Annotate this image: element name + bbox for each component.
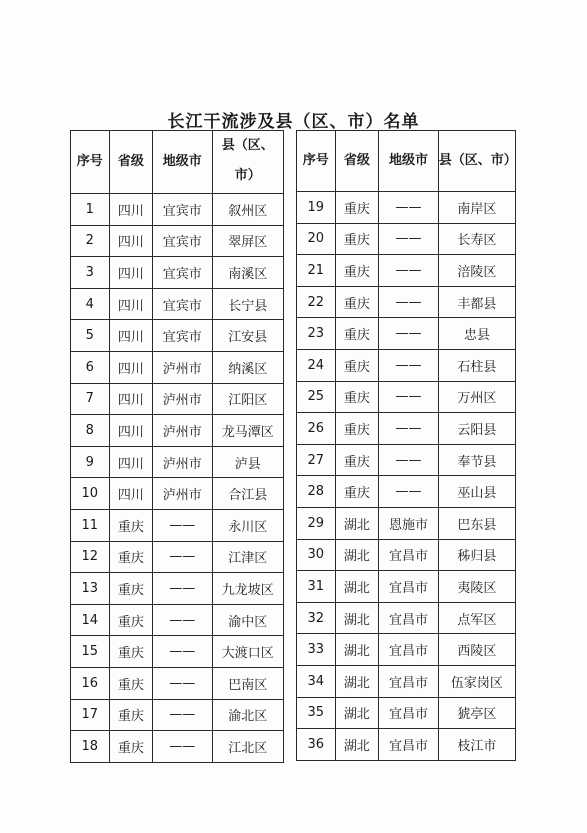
cell-city: 宜宾市: [153, 225, 212, 257]
cell-serial-number: 31: [297, 571, 336, 603]
header-province: 省级: [109, 131, 153, 194]
cell-serial-number: 26: [297, 413, 336, 445]
cell-city: ——: [379, 192, 439, 224]
cell-province: 四川: [109, 446, 153, 478]
cell-city: 泸州市: [153, 383, 212, 415]
cell-province: 四川: [109, 194, 153, 226]
cell-serial-number: 8: [71, 415, 110, 447]
table-row: [297, 507, 516, 539]
cell-county: 巴南区: [212, 667, 284, 699]
cell-province: 重庆: [109, 667, 153, 699]
cell-province: 湖北: [335, 571, 379, 603]
table-row: [297, 318, 516, 350]
cell-serial-number: 18: [71, 731, 110, 763]
cell-province: 重庆: [109, 509, 153, 541]
table-row: [71, 509, 284, 541]
table-row: [71, 383, 284, 415]
table-row: [71, 636, 284, 668]
cell-province: 重庆: [335, 255, 379, 287]
cell-serial-number: 2: [71, 225, 110, 257]
table-row: [71, 573, 284, 605]
cell-county: 纳溪区: [212, 351, 284, 383]
table-row: [71, 667, 284, 699]
cell-county: 南溪区: [212, 257, 284, 289]
cell-county: 江阳区: [212, 383, 284, 415]
cell-serial-number: 16: [71, 667, 110, 699]
header-city: 地级市: [379, 131, 439, 192]
cell-city: 泸州市: [153, 478, 212, 510]
table-row: [71, 415, 284, 447]
cell-county: 九龙坡区: [212, 573, 284, 605]
cell-province: 四川: [109, 415, 153, 447]
cell-city: 宜宾市: [153, 320, 212, 352]
table-row: [71, 257, 284, 289]
cell-serial-number: 12: [71, 541, 110, 573]
cell-province: 重庆: [109, 699, 153, 731]
cell-province: 四川: [109, 351, 153, 383]
cell-city: 泸州市: [153, 446, 212, 478]
header-serial-number: 序号: [71, 131, 110, 194]
cell-city: 宜昌市: [379, 602, 439, 634]
cell-county: 长宁县: [212, 288, 284, 320]
header-county: 县（区、市）: [438, 131, 515, 192]
table-row: [297, 349, 516, 381]
table-row: [297, 255, 516, 287]
cell-province: 重庆: [109, 731, 153, 763]
cell-county: 江津区: [212, 541, 284, 573]
cell-county: 江安县: [212, 320, 284, 352]
cell-serial-number: 34: [297, 665, 336, 697]
header-county: 县（区、市）: [212, 131, 284, 194]
cell-city: ——: [153, 699, 212, 731]
cell-serial-number: 29: [297, 507, 336, 539]
cell-serial-number: 3: [71, 257, 110, 289]
table-row: [71, 699, 284, 731]
table-row: [71, 194, 284, 226]
cell-province: 湖北: [335, 539, 379, 571]
cell-serial-number: 21: [297, 255, 336, 287]
cell-city: 宜昌市: [379, 539, 439, 571]
cell-serial-number: 13: [71, 573, 110, 605]
cell-serial-number: 22: [297, 286, 336, 318]
cell-serial-number: 14: [71, 604, 110, 636]
cell-county: 永川区: [212, 509, 284, 541]
cell-city: 泸州市: [153, 351, 212, 383]
header-city: 地级市: [153, 131, 212, 194]
cell-city: 宜宾市: [153, 194, 212, 226]
cell-province: 重庆: [109, 604, 153, 636]
table-row: [71, 446, 284, 478]
cell-serial-number: 7: [71, 383, 110, 415]
cell-serial-number: 33: [297, 634, 336, 666]
cell-county: 江北区: [212, 731, 284, 763]
cell-city: ——: [153, 636, 212, 668]
cell-province: 重庆: [109, 541, 153, 573]
cell-city: ——: [153, 541, 212, 573]
cell-city: 宜宾市: [153, 257, 212, 289]
cell-province: 重庆: [335, 444, 379, 476]
cell-county: 大渡口区: [212, 636, 284, 668]
cell-city: 恩施市: [379, 507, 439, 539]
cell-city: ——: [379, 413, 439, 445]
cell-serial-number: 11: [71, 509, 110, 541]
cell-serial-number: 1: [71, 194, 110, 226]
cell-city: ——: [379, 444, 439, 476]
cell-serial-number: 25: [297, 381, 336, 413]
cell-serial-number: 6: [71, 351, 110, 383]
cell-city: ——: [379, 476, 439, 508]
county-table-right: [296, 130, 516, 761]
cell-county: 万州区: [438, 381, 515, 413]
cell-city: ——: [153, 667, 212, 699]
table-row: [297, 223, 516, 255]
cell-city: 宜昌市: [379, 697, 439, 729]
cell-city: ——: [379, 255, 439, 287]
cell-serial-number: 36: [297, 729, 336, 761]
cell-province: 重庆: [335, 476, 379, 508]
cell-county: 猇亭区: [438, 697, 515, 729]
table-row: [71, 351, 284, 383]
table-body-left: [71, 194, 284, 763]
cell-city: ——: [379, 381, 439, 413]
table-row: [297, 381, 516, 413]
cell-county: 长寿区: [438, 223, 515, 255]
table-row: [71, 225, 284, 257]
cell-county: 巴东县: [438, 507, 515, 539]
table-row: [297, 539, 516, 571]
cell-city: ——: [153, 731, 212, 763]
cell-city: ——: [379, 318, 439, 350]
cell-province: 湖北: [335, 507, 379, 539]
cell-serial-number: 10: [71, 478, 110, 510]
cell-province: 重庆: [335, 381, 379, 413]
cell-city: 宜宾市: [153, 288, 212, 320]
cell-county: 西陵区: [438, 634, 515, 666]
cell-city: ——: [153, 604, 212, 636]
table-row: [297, 697, 516, 729]
document-title: 长江干流涉及县（区、市）名单: [167, 112, 420, 132]
cell-county: 渝北区: [212, 699, 284, 731]
table-row: [297, 192, 516, 224]
cell-province: 重庆: [109, 636, 153, 668]
cell-county: 伍家岗区: [438, 665, 515, 697]
table-row: [297, 413, 516, 445]
cell-province: 湖北: [335, 697, 379, 729]
table-row: [71, 731, 284, 763]
cell-province: 湖北: [335, 634, 379, 666]
cell-serial-number: 23: [297, 318, 336, 350]
cell-county: 忠县: [438, 318, 515, 350]
cell-county: 泸县: [212, 446, 284, 478]
table-row: [71, 478, 284, 510]
cell-city: 宜昌市: [379, 729, 439, 761]
table-row: [297, 476, 516, 508]
table-row: [297, 634, 516, 666]
table-header-row: [297, 131, 516, 192]
cell-city: 宜昌市: [379, 634, 439, 666]
county-table-left: [70, 130, 284, 763]
cell-province: 重庆: [335, 192, 379, 224]
cell-province: 湖北: [335, 602, 379, 634]
table-header-row: [71, 131, 284, 194]
cell-province: 重庆: [335, 318, 379, 350]
table-body-right: [297, 192, 516, 761]
cell-county: 南岸区: [438, 192, 515, 224]
header-province: 省级: [335, 131, 379, 192]
cell-province: 四川: [109, 225, 153, 257]
cell-serial-number: 32: [297, 602, 336, 634]
table-row: [297, 602, 516, 634]
cell-serial-number: 30: [297, 539, 336, 571]
cell-county: 奉节县: [438, 444, 515, 476]
cell-county: 云阳县: [438, 413, 515, 445]
cell-serial-number: 9: [71, 446, 110, 478]
cell-province: 湖北: [335, 665, 379, 697]
cell-serial-number: 15: [71, 636, 110, 668]
cell-county: 叙州区: [212, 194, 284, 226]
table-row: [297, 665, 516, 697]
cell-serial-number: 5: [71, 320, 110, 352]
cell-province: 重庆: [335, 413, 379, 445]
cell-serial-number: 24: [297, 349, 336, 381]
cell-serial-number: 4: [71, 288, 110, 320]
cell-province: 四川: [109, 257, 153, 289]
table-row: [297, 444, 516, 476]
cell-county: 夷陵区: [438, 571, 515, 603]
cell-serial-number: 27: [297, 444, 336, 476]
table-row: [71, 541, 284, 573]
cell-city: 宜昌市: [379, 571, 439, 603]
cell-county: 枝江市: [438, 729, 515, 761]
cell-county: 石柱县: [438, 349, 515, 381]
cell-province: 重庆: [335, 349, 379, 381]
cell-province: 四川: [109, 320, 153, 352]
cell-county: 渝中区: [212, 604, 284, 636]
cell-serial-number: 35: [297, 697, 336, 729]
cell-county: 点军区: [438, 602, 515, 634]
cell-county: 秭归县: [438, 539, 515, 571]
cell-serial-number: 28: [297, 476, 336, 508]
cell-county: 合江县: [212, 478, 284, 510]
cell-city: ——: [379, 223, 439, 255]
table-row: [71, 320, 284, 352]
cell-serial-number: 17: [71, 699, 110, 731]
cell-province: 四川: [109, 383, 153, 415]
cell-province: 重庆: [109, 573, 153, 605]
table-row: [71, 604, 284, 636]
cell-province: 四川: [109, 288, 153, 320]
header-serial-number: 序号: [297, 131, 336, 192]
cell-county: 翠屏区: [212, 225, 284, 257]
cell-serial-number: 20: [297, 223, 336, 255]
cell-province: 重庆: [335, 286, 379, 318]
cell-city: ——: [379, 286, 439, 318]
cell-county: 涪陵区: [438, 255, 515, 287]
cell-county: 巫山县: [438, 476, 515, 508]
cell-province: 四川: [109, 478, 153, 510]
cell-city: ——: [153, 509, 212, 541]
table-row: [297, 729, 516, 761]
cell-province: 湖北: [335, 729, 379, 761]
table-row: [297, 286, 516, 318]
table-row: [71, 288, 284, 320]
cell-province: 重庆: [335, 223, 379, 255]
cell-county: 丰都县: [438, 286, 515, 318]
table-row: [297, 571, 516, 603]
cell-city: ——: [153, 573, 212, 605]
cell-serial-number: 19: [297, 192, 336, 224]
cell-county: 龙马潭区: [212, 415, 284, 447]
cell-city: 泸州市: [153, 415, 212, 447]
cell-city: ——: [379, 349, 439, 381]
cell-city: 宜昌市: [379, 665, 439, 697]
